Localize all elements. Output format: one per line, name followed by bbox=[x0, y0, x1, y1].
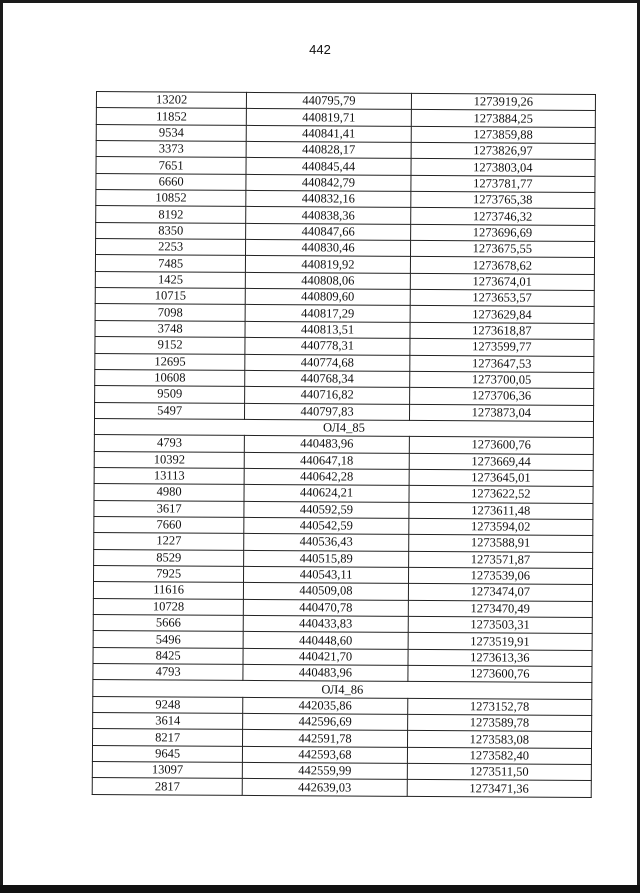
point-number-cell: 3748 bbox=[95, 320, 245, 337]
y-coordinate-cell: 1273859,88 bbox=[411, 126, 595, 143]
x-coordinate-cell: 440832,16 bbox=[246, 190, 410, 207]
y-coordinate-cell: 1273583,08 bbox=[407, 731, 591, 748]
coordinates-table-body bbox=[92, 92, 595, 798]
y-coordinate-cell: 1273599,77 bbox=[410, 339, 594, 356]
point-number-cell: 7651 bbox=[96, 157, 246, 174]
point-number-cell: 5496 bbox=[93, 631, 243, 648]
x-coordinate-cell: 440842,79 bbox=[246, 174, 410, 191]
x-coordinate-cell: 440483,96 bbox=[243, 664, 407, 681]
x-coordinate-cell: 442596,69 bbox=[243, 713, 407, 730]
scan-border-bottom bbox=[0, 885, 640, 893]
y-coordinate-cell: 1273678,62 bbox=[410, 257, 594, 274]
x-coordinate-cell: 440470,78 bbox=[244, 599, 408, 616]
point-number-cell: 10392 bbox=[94, 451, 244, 468]
x-coordinate-cell: 440515,89 bbox=[244, 550, 408, 567]
x-coordinate-cell: 442559,99 bbox=[243, 763, 407, 780]
point-number-cell: 11616 bbox=[93, 582, 243, 599]
point-number-cell: 1227 bbox=[94, 533, 244, 550]
point-number-cell: 12695 bbox=[95, 353, 245, 370]
x-coordinate-cell: 442639,03 bbox=[243, 779, 407, 796]
point-number-cell: 5497 bbox=[95, 402, 245, 419]
point-number-cell: 2817 bbox=[92, 778, 242, 795]
point-number-cell: 10852 bbox=[96, 190, 246, 207]
y-coordinate-cell: 1273884,25 bbox=[411, 110, 595, 127]
point-number-cell: 8350 bbox=[96, 222, 246, 239]
y-coordinate-cell: 1273600,76 bbox=[409, 437, 593, 454]
x-coordinate-cell: 440819,92 bbox=[246, 256, 410, 273]
point-number-cell: 7660 bbox=[94, 516, 244, 533]
point-number-cell: 7925 bbox=[94, 565, 244, 582]
point-number-cell: 8529 bbox=[94, 549, 244, 566]
y-coordinate-cell: 1273152,78 bbox=[407, 698, 591, 715]
y-coordinate-cell: 1273588,91 bbox=[408, 535, 592, 552]
y-coordinate-cell: 1273675,55 bbox=[410, 241, 594, 258]
point-number-cell: 3373 bbox=[96, 141, 246, 158]
page-number: 442 bbox=[309, 42, 331, 57]
y-coordinate-cell: 1273674,01 bbox=[410, 273, 594, 290]
x-coordinate-cell: 440421,70 bbox=[243, 648, 407, 665]
point-number-cell: 11852 bbox=[96, 108, 246, 125]
x-coordinate-cell: 440448,60 bbox=[243, 632, 407, 649]
y-coordinate-cell: 1273589,78 bbox=[407, 714, 591, 731]
y-coordinate-cell: 1273511,50 bbox=[407, 764, 591, 781]
y-coordinate-cell: 1273582,40 bbox=[407, 747, 591, 764]
x-coordinate-cell: 440716,82 bbox=[245, 387, 409, 404]
x-coordinate-cell: 440509,08 bbox=[244, 583, 408, 600]
x-coordinate-cell: 440819,71 bbox=[247, 109, 411, 126]
section-title: ОЛ4_85 bbox=[94, 418, 593, 437]
x-coordinate-cell: 440774,68 bbox=[245, 354, 409, 371]
point-number-cell: 13202 bbox=[96, 92, 246, 109]
point-number-cell: 1425 bbox=[95, 271, 245, 288]
x-coordinate-cell: 440543,11 bbox=[244, 566, 408, 583]
y-coordinate-cell: 1273594,02 bbox=[408, 518, 592, 535]
point-number-cell: 8217 bbox=[93, 729, 243, 746]
point-number-cell: 7485 bbox=[95, 255, 245, 272]
point-number-cell: 9509 bbox=[95, 386, 245, 403]
y-coordinate-cell: 1273571,87 bbox=[408, 551, 592, 568]
y-coordinate-cell: 1273647,53 bbox=[409, 355, 593, 372]
point-number-cell: 3617 bbox=[94, 500, 244, 517]
x-coordinate-cell: 440795,79 bbox=[247, 92, 411, 109]
y-coordinate-cell: 1273611,48 bbox=[409, 502, 593, 519]
y-coordinate-cell: 1273629,84 bbox=[410, 306, 594, 323]
x-coordinate-cell: 442591,78 bbox=[243, 730, 407, 747]
point-number-cell: 9534 bbox=[96, 124, 246, 141]
point-number-cell: 3614 bbox=[93, 713, 243, 730]
y-coordinate-cell: 1273622,52 bbox=[409, 486, 593, 503]
y-coordinate-cell: 1273919,26 bbox=[411, 93, 595, 110]
y-coordinate-cell: 1273519,91 bbox=[408, 633, 592, 650]
scan-border-top bbox=[0, 0, 640, 3]
y-coordinate-cell: 1273613,36 bbox=[408, 649, 592, 666]
point-number-cell: 10728 bbox=[93, 598, 243, 615]
coordinates-table bbox=[92, 91, 596, 798]
x-coordinate-cell: 440828,17 bbox=[246, 141, 410, 158]
x-coordinate-cell: 440847,66 bbox=[246, 223, 410, 240]
x-coordinate-cell: 440483,96 bbox=[245, 436, 409, 453]
x-coordinate-cell: 440838,36 bbox=[246, 207, 410, 224]
point-number-cell: 13113 bbox=[94, 467, 244, 484]
y-coordinate-cell: 1273669,44 bbox=[409, 453, 593, 470]
y-coordinate-cell: 1273706,36 bbox=[409, 388, 593, 405]
y-coordinate-cell: 1273700,05 bbox=[409, 371, 593, 388]
x-coordinate-cell: 440778,31 bbox=[245, 338, 409, 355]
y-coordinate-cell: 1273696,69 bbox=[410, 224, 594, 241]
y-coordinate-cell: 1273873,04 bbox=[409, 404, 593, 421]
x-coordinate-cell: 440642,28 bbox=[244, 468, 408, 485]
x-coordinate-cell: 440845,44 bbox=[246, 158, 410, 175]
x-coordinate-cell: 440809,60 bbox=[246, 289, 410, 306]
point-number-cell: 8425 bbox=[93, 647, 243, 664]
x-coordinate-cell: 440647,18 bbox=[245, 452, 409, 469]
point-number-cell: 4793 bbox=[94, 435, 244, 452]
point-number-cell: 4980 bbox=[94, 484, 244, 501]
x-coordinate-cell: 440768,34 bbox=[245, 370, 409, 387]
y-coordinate-cell: 1273600,76 bbox=[408, 665, 592, 682]
point-number-cell: 8192 bbox=[96, 206, 246, 223]
x-coordinate-cell: 442035,86 bbox=[243, 697, 407, 714]
x-coordinate-cell: 442593,68 bbox=[243, 746, 407, 763]
y-coordinate-cell: 1273470,49 bbox=[408, 600, 592, 617]
point-number-cell: 2253 bbox=[95, 239, 245, 256]
x-coordinate-cell: 440808,06 bbox=[246, 272, 410, 289]
point-number-cell: 9152 bbox=[95, 337, 245, 354]
table-row bbox=[92, 778, 591, 797]
x-coordinate-cell: 440624,21 bbox=[244, 485, 408, 502]
point-number-cell: 10715 bbox=[95, 288, 245, 305]
x-coordinate-cell: 440813,51 bbox=[245, 321, 409, 338]
y-coordinate-cell: 1273803,04 bbox=[411, 159, 595, 176]
point-number-cell: 9645 bbox=[92, 745, 242, 762]
scan-border-left bbox=[0, 0, 3, 893]
y-coordinate-cell: 1273539,06 bbox=[408, 567, 592, 584]
x-coordinate-cell: 440817,29 bbox=[245, 305, 409, 322]
point-number-cell: 4793 bbox=[93, 664, 243, 681]
x-coordinate-cell: 440841,41 bbox=[247, 125, 411, 142]
x-coordinate-cell: 440542,59 bbox=[244, 517, 408, 534]
y-coordinate-cell: 1273653,57 bbox=[410, 290, 594, 307]
point-number-cell: 9248 bbox=[93, 696, 243, 713]
y-coordinate-cell: 1273474,07 bbox=[408, 584, 592, 601]
x-coordinate-cell: 440536,43 bbox=[244, 534, 408, 551]
y-coordinate-cell: 1273826,97 bbox=[411, 142, 595, 159]
point-number-cell: 10608 bbox=[95, 369, 245, 386]
point-number-cell: 5666 bbox=[93, 614, 243, 631]
point-number-cell: 13097 bbox=[92, 762, 242, 779]
x-coordinate-cell: 440797,83 bbox=[245, 403, 409, 420]
x-coordinate-cell: 440592,59 bbox=[244, 501, 408, 518]
y-coordinate-cell: 1273746,32 bbox=[410, 208, 594, 225]
y-coordinate-cell: 1273781,77 bbox=[411, 175, 595, 192]
section-title: ОЛ4_86 bbox=[93, 680, 592, 699]
x-coordinate-cell: 440433,83 bbox=[244, 615, 408, 632]
y-coordinate-cell: 1273471,36 bbox=[407, 780, 591, 797]
y-coordinate-cell: 1273645,01 bbox=[409, 469, 593, 486]
y-coordinate-cell: 1273765,38 bbox=[410, 191, 594, 208]
point-number-cell: 7098 bbox=[95, 304, 245, 321]
x-coordinate-cell: 440830,46 bbox=[246, 240, 410, 257]
y-coordinate-cell: 1273503,31 bbox=[408, 616, 592, 633]
point-number-cell: 6660 bbox=[96, 173, 246, 190]
y-coordinate-cell: 1273618,87 bbox=[410, 322, 594, 339]
